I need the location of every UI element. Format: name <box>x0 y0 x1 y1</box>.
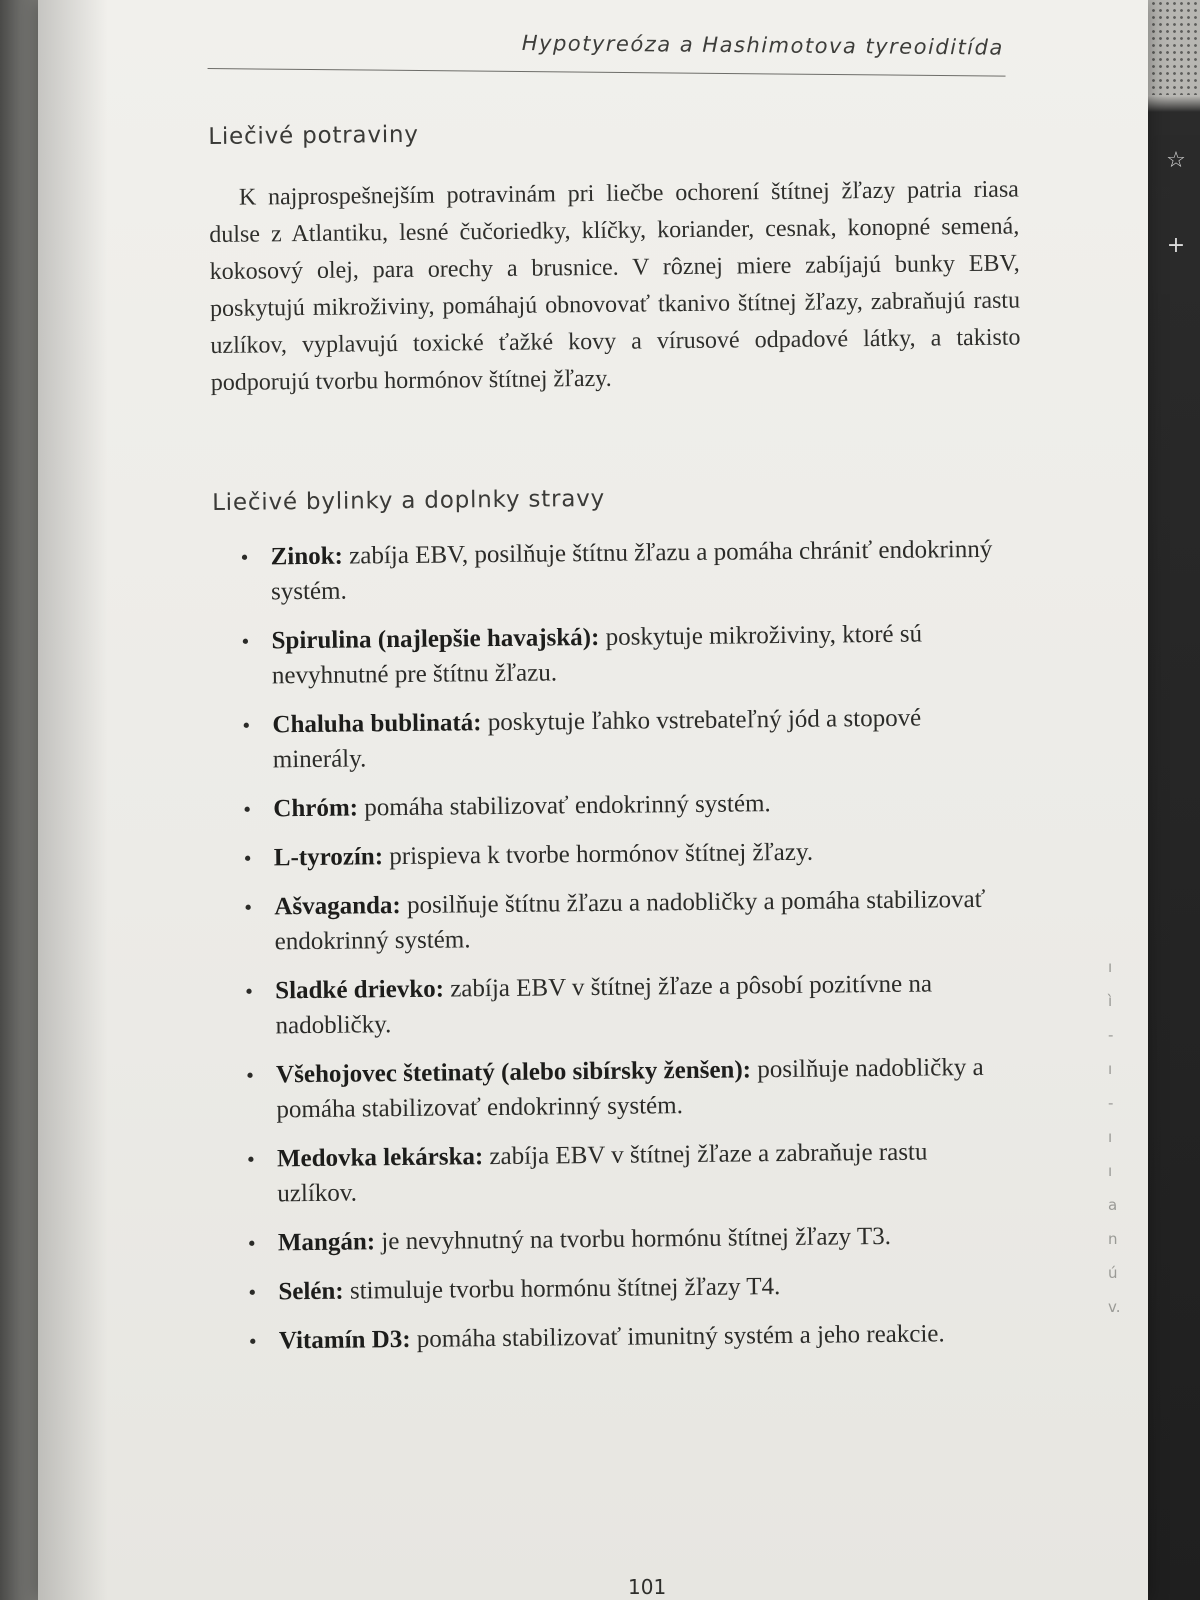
item-text: je nevyhnutný na tvorbu hormónu štítnej žľazy T3. <box>374 1222 892 1256</box>
herbs-list <box>241 532 1010 1373</box>
list-item <box>246 1050 1007 1128</box>
list-item <box>241 616 1002 694</box>
item-text: zabíja EBV v štítnej žľaze a zabraňuje rastu uzlíkov. <box>277 1138 928 1208</box>
plus-key-icon: + <box>1152 198 1200 294</box>
item-term: Všehojovec štetinatý (alebo sibírsky ženšen): <box>275 1056 752 1089</box>
item-text: zabíja EBV v štítnej žľaze a pôsobí pozitívne na nadobličky. <box>275 970 933 1040</box>
item-text: stimuluje tvorbu hormónu štítnej žľazy T4. <box>343 1273 781 1305</box>
item-term: Selén: <box>278 1277 344 1306</box>
item-term: L-tyrozín: <box>273 843 384 872</box>
section-title-foods: Liečivé potraviny <box>208 121 419 150</box>
item-text: posilňuje štítnu žľazu a nadobličky a pomáha stabilizovať endokrinný systém. <box>274 885 986 956</box>
list-item <box>244 833 1004 876</box>
list-item <box>244 882 1005 960</box>
header-rule <box>208 68 1006 77</box>
item-text: zabíja EBV, posilňuje štítnu žľazu a pomáha chrániť endokrinný systém. <box>270 535 993 606</box>
page-number: 101 <box>628 1575 667 1599</box>
foods-paragraph: K najprospešnejším potravinám pri liečbe ochorení štítnej žľazy patria riasa dulse z Atlantiku, lesné čučoriedky, klíčky, koriander, cesnak, konopné semená, kokosový olej, para orechy a brusnice. V rôznej miere zabíjajú bunky EBV, poskytujú mikroživiny, pomáhajú obnovovať tkanivo štítnej žľazy, zabraňujú rastu uzlíkov, vyplavujú toxické ťažké kovy a vírusové odpadové látky, a takisto podporujú tvorbu hormónov štítnej žľazy. <box>209 176 1021 396</box>
show-through-marks: ı ì - ı - ı ı a n ú v. <box>1108 958 1121 1316</box>
list-item <box>247 1134 1008 1212</box>
item-term: Chróm: <box>273 794 359 823</box>
item-text: pomáha stabilizovať endokrinný systém. <box>357 790 771 822</box>
item-text: pomáha stabilizovať imunitný systém a jeho reakcie. <box>410 1320 945 1353</box>
list-item <box>243 784 1003 827</box>
item-term: Medovka lekárska: <box>276 1143 484 1173</box>
item-term: Spirulina (najlepšie havajská): <box>271 623 600 655</box>
list-item <box>249 1316 1009 1359</box>
page-content <box>208 101 1028 1355</box>
item-term: Chaluha bublinatá: <box>272 709 482 739</box>
list-item <box>248 1267 1008 1310</box>
running-title: Hypotyreóza a Hashimotova tyreoiditída <box>521 31 1004 60</box>
item-term: Sladké drievko: <box>275 975 445 1005</box>
book-page <box>38 0 1148 1600</box>
item-text: poskytuje mikroživiny, ktoré sú nevyhnutné pre štítnu žľazu. <box>271 620 923 690</box>
item-text: posilňuje nadobličky a pomáha stabilizovať endokrinný systém. <box>276 1053 984 1124</box>
list-item <box>242 700 1003 778</box>
list-item <box>245 966 1006 1044</box>
list-item <box>241 532 1002 610</box>
item-term: Mangán: <box>277 1228 376 1257</box>
item-text: poskytuje ľahko vstrebateľný jód a stopové minerály. <box>272 704 922 774</box>
section-title-herbs: Liečivé bylinky a doplnky stravy <box>211 485 606 516</box>
star-key-icon: ☆ <box>1152 135 1200 187</box>
page-header <box>208 22 1008 60</box>
item-term: Zinok: <box>270 542 344 571</box>
item-term: Vitamín D3: <box>278 1325 411 1355</box>
item-text: prispieva k tvorbe hormónov štítnej žľazy. <box>382 838 814 871</box>
list-item <box>248 1218 1008 1261</box>
item-term: Ašvaganda: <box>274 892 401 921</box>
